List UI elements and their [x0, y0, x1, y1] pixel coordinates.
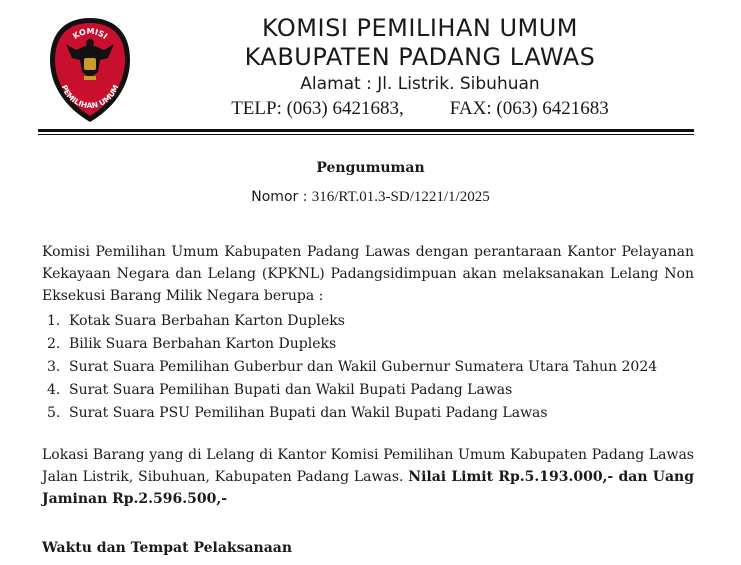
- fax-number: FAX: (063) 6421683: [449, 98, 609, 119]
- header-divider-thick: [38, 129, 694, 132]
- document-number: [0, 189, 741, 206]
- kpu-garuda-emblem-icon: [44, 14, 136, 126]
- header-divider-thin: [38, 134, 694, 135]
- number-label: Nomor :: [251, 189, 308, 205]
- location-paragraph: [42, 444, 694, 510]
- number-value: 316/RT.01.3-SD/1221/1/2025: [311, 189, 490, 205]
- document-title: Pengumuman: [316, 160, 425, 176]
- list-item: 1. Kotak Suara Berbahan Karton Dupleks: [47, 313, 345, 329]
- org-name: KOMISI PEMILIHAN UMUM: [261, 14, 578, 42]
- list-item: 4. Surat Suara Pemilihan Bupati dan Wakil Bupati Padang Lawas: [47, 382, 513, 398]
- org-region: KABUPATEN PADANG LAWAS: [244, 43, 596, 71]
- list-item: 2. Bilik Suara Berbahan Karton Dupleks: [47, 336, 337, 352]
- phone-number: TELP: (063) 6421683,: [231, 98, 404, 119]
- location-text: Lokasi Barang yang di Lelang di Kantor Komisi Pemilihan Umum Kabupaten Padang Lawas Jalan Listrik, Sibuhuan, Kabupaten Padang Lawas.: [42, 447, 694, 485]
- limit-guarantee-text: Nilai Limit Rp.5.193.000,- dan Uang Jaminan Rp.2.596.500,-: [42, 469, 694, 507]
- kpu-logo: [44, 14, 136, 126]
- svg-text:PEMILIHAN UMUM: PEMILIHAN UMUM: [59, 83, 121, 111]
- list-item: 5. Surat Suara PSU Pemilihan Bupati dan Wakil Bupati Padang Lawas: [47, 405, 548, 421]
- org-address: Alamat : Jl. Listrik. Sibuhuan: [300, 74, 540, 94]
- org-contact: [150, 98, 690, 120]
- intro-paragraph: Komisi Pemilihan Umum Kabupaten Padang Lawas dengan perantaraan Kantor Pelayanan Kekayaan Negara dan Lelang (KPKNL) Padangsidimpuan akan melaksanakan Lelang Non Eksekusi Barang Milik Negara berupa :: [42, 244, 694, 304]
- svg-text:KOMISI: KOMISI: [71, 26, 110, 42]
- list-item: 3. Surat Suara Pemilihan Guberbur dan Wakil Gubernur Sumatera Utara Tahun 2024: [47, 359, 658, 375]
- section-heading: Waktu dan Tempat Pelaksanaan: [42, 540, 293, 556]
- auction-items-list: [42, 310, 702, 425]
